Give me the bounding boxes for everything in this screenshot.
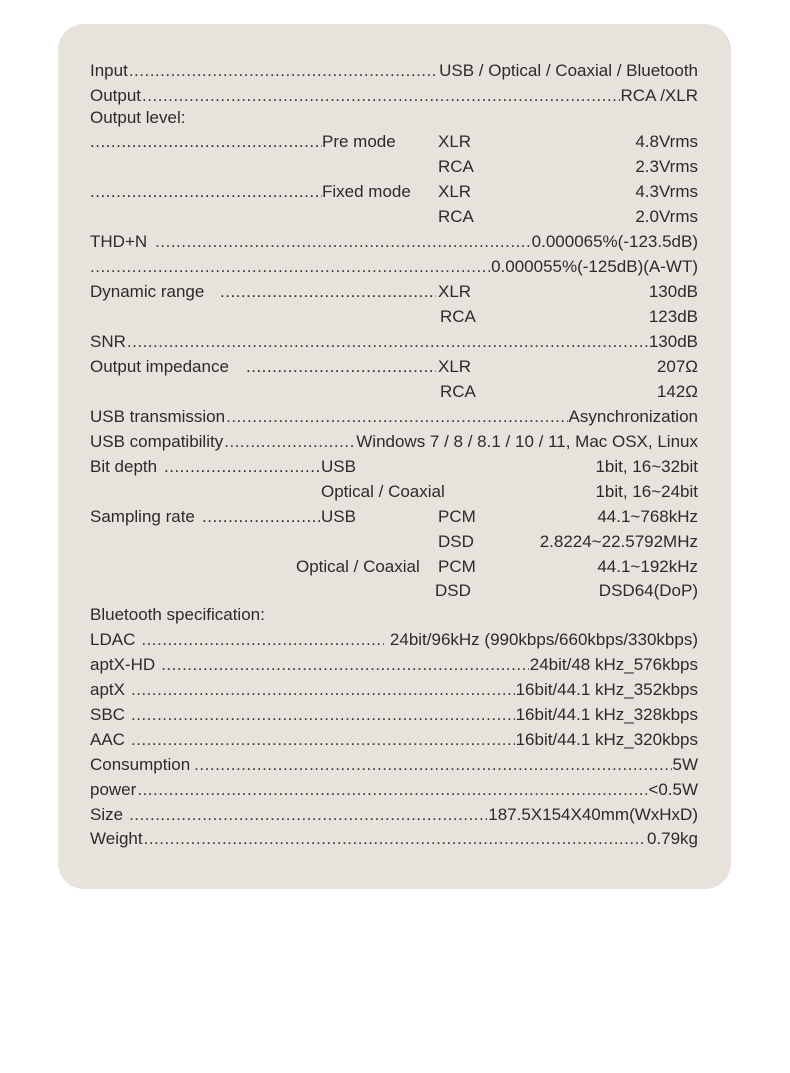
spec-value: 2.8224~22.5792MHz bbox=[539, 532, 698, 551]
spec-value: 0.000055%(-125dB)(A-WT) bbox=[491, 257, 698, 276]
leader-dots bbox=[155, 230, 531, 254]
fixed-mode-label-group bbox=[90, 180, 411, 204]
format-label: PCM bbox=[438, 557, 476, 576]
spec-label: AAC bbox=[90, 730, 125, 749]
spec-value: DSD64(DoP) bbox=[598, 581, 698, 600]
spec-row-aac bbox=[90, 728, 698, 752]
spec-label: Dynamic range bbox=[90, 282, 205, 301]
spec-value: 4.8Vrms bbox=[635, 132, 698, 151]
spec-label: Output bbox=[90, 86, 142, 105]
leader-dots bbox=[246, 355, 436, 379]
spec-value: 2.3Vrms bbox=[635, 157, 698, 176]
spec-row-aptxhd bbox=[90, 653, 698, 677]
connector-label: XLR bbox=[438, 182, 472, 201]
spec-row-sampling-optical-dsd bbox=[90, 579, 698, 603]
spec-row-sampling-usb-pcm bbox=[90, 505, 698, 529]
spec-row-dynamic-range-rca bbox=[90, 305, 698, 329]
spec-label: USB compatibility bbox=[90, 432, 224, 451]
spec-row-input bbox=[90, 59, 698, 83]
leader-dots bbox=[90, 255, 490, 279]
leader-dots bbox=[142, 84, 619, 108]
leader-dots bbox=[127, 330, 648, 354]
spec-label: SBC bbox=[90, 705, 125, 724]
leader-dots bbox=[131, 703, 515, 727]
spec-label: Fixed mode bbox=[322, 182, 411, 201]
connector-label: RCA bbox=[440, 382, 476, 401]
leader-dots bbox=[129, 59, 438, 83]
spec-row-pre-mode-xlr bbox=[90, 130, 698, 154]
spec-row-aptx bbox=[90, 678, 698, 702]
interface-label: USB bbox=[321, 507, 356, 526]
format-label: PCM bbox=[438, 507, 476, 526]
spec-value: USB / Optical / Coaxial / Bluetooth bbox=[439, 61, 698, 80]
spec-label: Weight bbox=[90, 829, 143, 848]
connector-label: XLR bbox=[438, 282, 472, 301]
leader-dots bbox=[224, 430, 355, 454]
spec-value: 16bit/44.1 kHz_320kbps bbox=[515, 730, 698, 749]
spec-value: 1bit, 16~32bit bbox=[595, 457, 698, 476]
spec-row-pre-mode-rca bbox=[90, 155, 698, 179]
spec-value: 1bit, 16~24bit bbox=[595, 482, 698, 501]
spec-value: 2.0Vrms bbox=[635, 207, 698, 226]
spec-row-dynamic-range-xlr bbox=[90, 280, 698, 304]
spec-label: USB transmission bbox=[90, 407, 226, 426]
interface-label: USB bbox=[321, 457, 356, 476]
spec-value: Windows 7 / 8 / 8.1 / 10 / 11, Mac OSX, Linux bbox=[356, 432, 698, 451]
spec-value: 24bit/96kHz (990kbps/660kbps/330kbps) bbox=[389, 630, 698, 649]
spec-row-output bbox=[90, 84, 698, 108]
leader-dots bbox=[144, 827, 646, 851]
leader-dots bbox=[90, 130, 322, 154]
leader-dots bbox=[141, 628, 384, 652]
leader-dots bbox=[131, 678, 515, 702]
spec-value: 130dB bbox=[648, 332, 698, 351]
spec-value: <0.5W bbox=[648, 780, 698, 799]
spec-row-output-impedance-xlr bbox=[90, 355, 698, 379]
leader-dots bbox=[131, 728, 515, 752]
leader-dots bbox=[164, 455, 320, 479]
spec-row-bit-depth-usb bbox=[90, 455, 698, 479]
spec-label: Sampling rate bbox=[90, 507, 195, 526]
spec-label: Consumption bbox=[90, 755, 191, 774]
spec-row-snr bbox=[90, 330, 698, 354]
spec-value: 0.000065%(-123.5dB) bbox=[531, 232, 698, 251]
spec-row-output-impedance-rca bbox=[90, 380, 698, 404]
spec-value: 130dB bbox=[648, 282, 698, 301]
spec-label: Pre mode bbox=[322, 132, 396, 151]
spec-row-size bbox=[90, 803, 698, 827]
interface-label: Optical / Coaxial bbox=[321, 482, 445, 501]
spec-row-thdn bbox=[90, 230, 698, 254]
spec-row-power bbox=[90, 778, 698, 802]
leader-dots bbox=[129, 803, 487, 827]
spec-value: 44.1~192kHz bbox=[597, 557, 698, 576]
spec-row-sampling-optical-pcm bbox=[90, 555, 698, 579]
spec-value: RCA /XLR bbox=[620, 86, 698, 105]
spec-value: 187.5X154X40mm(WxHxD) bbox=[488, 805, 698, 824]
spec-row-consumption bbox=[90, 753, 698, 777]
leader-dots bbox=[90, 180, 322, 204]
spec-value: 123dB bbox=[648, 307, 698, 326]
leader-dots bbox=[137, 778, 647, 802]
spec-value: 142Ω bbox=[656, 382, 698, 401]
leader-dots bbox=[220, 280, 436, 304]
spec-label: SNR bbox=[90, 332, 126, 351]
spec-value: 5W bbox=[672, 755, 698, 774]
spec-label: LDAC bbox=[90, 630, 136, 649]
spec-value: 44.1~768kHz bbox=[597, 507, 698, 526]
spec-value: 0.79kg bbox=[646, 829, 698, 848]
spec-label: power bbox=[90, 780, 137, 799]
spec-value: 24bit/48 kHz_576kbps bbox=[529, 655, 698, 674]
spec-row-output-level bbox=[90, 106, 698, 130]
spec-row-usb-transmission bbox=[90, 405, 698, 429]
spec-row-fixed-mode-rca bbox=[90, 205, 698, 229]
spec-label: Size bbox=[90, 805, 124, 824]
format-label: DSD bbox=[435, 581, 471, 600]
spec-value: Asynchronization bbox=[568, 407, 698, 426]
connector-label: RCA bbox=[440, 307, 476, 326]
spec-label: THD+N bbox=[90, 232, 148, 251]
spec-row-thdn-aw bbox=[90, 255, 698, 279]
connector-label: RCA bbox=[438, 157, 474, 176]
pre-mode-label-group bbox=[90, 130, 396, 154]
spec-label: aptX-HD bbox=[90, 655, 156, 674]
format-label: DSD bbox=[438, 532, 474, 551]
interface-label: Optical / Coaxial bbox=[296, 557, 420, 576]
spec-row-fixed-mode-xlr bbox=[90, 180, 698, 204]
spec-row-usb-compatibility bbox=[90, 430, 698, 454]
spec-row-sampling-usb-dsd bbox=[90, 530, 698, 554]
leader-dots bbox=[226, 405, 567, 429]
spec-label: Bit depth bbox=[90, 457, 158, 476]
connector-label: RCA bbox=[438, 207, 474, 226]
connector-label: XLR bbox=[438, 357, 472, 376]
leader-dots bbox=[161, 653, 529, 677]
spec-row-ldac bbox=[90, 628, 698, 652]
spec-label: Bluetooth specification: bbox=[90, 605, 265, 624]
spec-value: 16bit/44.1 kHz_352kbps bbox=[515, 680, 698, 699]
spec-row-weight bbox=[90, 827, 698, 851]
leader-dots bbox=[202, 505, 320, 529]
spec-value: 4.3Vrms bbox=[635, 182, 698, 201]
spec-row-bluetooth bbox=[90, 603, 698, 627]
spec-row-sbc bbox=[90, 703, 698, 727]
connector-label: XLR bbox=[438, 132, 472, 151]
spec-row-bit-depth-optical bbox=[90, 480, 698, 504]
spec-label: aptX bbox=[90, 680, 125, 699]
leader-dots bbox=[194, 753, 671, 777]
spec-label: Output impedance bbox=[90, 357, 229, 376]
spec-value: 16bit/44.1 kHz_328kbps bbox=[515, 705, 698, 724]
spec-label: Input bbox=[90, 61, 128, 80]
spec-value: 207Ω bbox=[656, 357, 698, 376]
spec-label: Output level: bbox=[90, 108, 186, 127]
